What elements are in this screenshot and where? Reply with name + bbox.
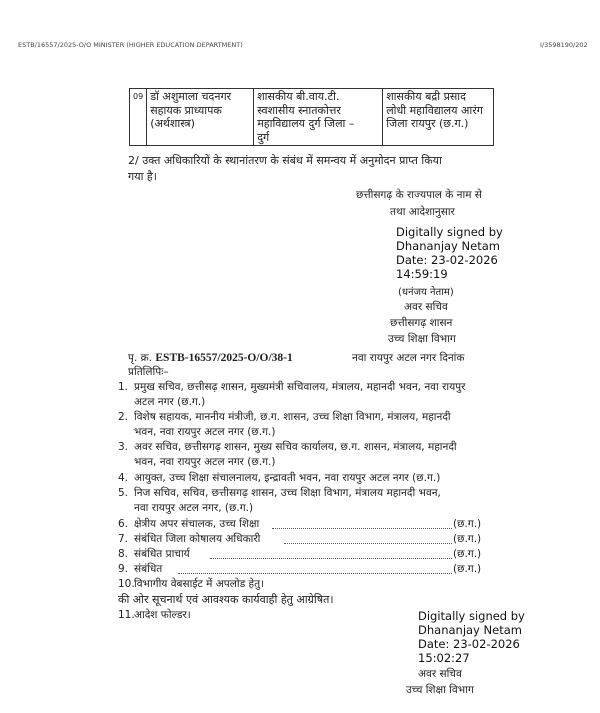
copy-item-7 xyxy=(118,532,260,546)
blank-line xyxy=(284,534,452,544)
copy-item-2-cont: भवन, नवा रायपुर अटल नगर (छ.ग.) xyxy=(134,426,276,438)
sig-time: 14:59:19 xyxy=(396,267,448,281)
cell-from xyxy=(254,89,383,146)
cell-number: 09 xyxy=(130,89,147,146)
cell-to xyxy=(383,89,494,146)
copy-label: प्रतिलिपिः– xyxy=(128,366,169,378)
copy-item-11 xyxy=(118,608,191,622)
item-number: 10. xyxy=(118,578,135,590)
reference-line xyxy=(128,351,293,365)
item-text: विशेष सहायक, माननीय मंत्रीजी, छ.ग. शासन, उच्च शिक्षा विभाग, मंत्रालय, महानदी xyxy=(134,411,451,423)
copy-item-6 xyxy=(118,517,259,531)
blank-line xyxy=(178,564,452,574)
ref-number: ESTB-16557/2025-O/O/38-1 xyxy=(155,352,293,364)
from-line: महाविद्यालय दुर्ग जिला – xyxy=(257,117,355,130)
item-text: आयुक्त, उच्च शिक्षा संचालनालय, इन्द्रावती भवन, नवा रायपुर अटल नगर (छ.ग.) xyxy=(134,472,441,484)
officer-designation: सहायक प्राध्यापक xyxy=(150,103,222,117)
signer2-dept: उच्च शिक्षा विभाग xyxy=(406,684,474,696)
copy-item-5-cont: नवा रायपुर अटल नगर, (छ.ग.) xyxy=(134,502,254,514)
item-text: निज सचिव, सचिव, छत्तीसगढ़ शासन, उच्च शिक्षा विभाग, मंत्रालय महानदी भवन, xyxy=(134,487,441,499)
item-text: संबंधित xyxy=(134,563,163,575)
item-number: 4. xyxy=(118,472,129,484)
item-suffix: (छ.ग.) xyxy=(453,533,482,545)
item-suffix: (छ.ग.) xyxy=(453,518,482,530)
cell-officer xyxy=(147,89,254,146)
copy-item-10 xyxy=(118,577,264,591)
item-text: अवर सचिव, छत्तीसगढ़ शासन, मुख्य सचिव कार्यालय, छ.ग. शासन, मंत्रालय, महानदी xyxy=(134,441,457,453)
item-number: 1. xyxy=(118,381,129,393)
sig-line: Digitally signed by xyxy=(418,609,525,623)
signer2-designation: अवर सचिव xyxy=(418,668,462,680)
item-suffix: (छ.ग.) xyxy=(453,548,482,560)
blank-line xyxy=(272,519,452,529)
copy-item-3 xyxy=(118,440,457,454)
item-text: प्रमुख सचिव, छत्तीसढ़ शासन, मुख्यमंत्री सचिवालय, मंत्रालय, महानदी भवन, नवा रायपुर xyxy=(134,381,466,393)
item-text: विभागीय वेबसाईट में अपलोड हेतु। xyxy=(134,578,265,590)
signer-designation: अवर सचिव xyxy=(404,301,448,313)
table-row xyxy=(130,89,494,146)
from-line: शासकीय बी.वाय.टी. xyxy=(257,90,340,103)
from-line: दुर्ग xyxy=(257,130,270,144)
signer-govt: छत्तीसगढ़ शासन xyxy=(390,317,453,329)
signer-name-hindi: (धनंजय नेताम) xyxy=(398,287,454,298)
sig-date: Date: 23-02-2026 xyxy=(418,637,520,651)
sig-signer: Dhananjay Netam xyxy=(396,239,500,253)
copy-item-2 xyxy=(118,410,451,424)
item-text: संबंधित प्राचार्य xyxy=(134,548,190,560)
item-number: 3. xyxy=(118,441,129,453)
to-line: शासकीय बद्री प्रसाद xyxy=(386,90,466,103)
item-suffix: (छ.ग.) xyxy=(453,563,482,575)
copy-item-3-cont: भवन, नवा रायपुर अटल नगर (छ.ग.) xyxy=(134,456,276,468)
forward-note: की ओर सूचनार्थ एवं आवश्यक कार्यवाही हेतु आग्रेषित। xyxy=(118,593,334,606)
from-line: स्वशासीय स्नातकोत्तर xyxy=(257,103,341,117)
blank-line xyxy=(210,549,452,559)
header-receipt-ref: I/3598190/202 xyxy=(540,41,588,49)
signer-dept: उच्च शिक्षा विभाग xyxy=(388,333,456,345)
copy-item-5 xyxy=(118,486,441,500)
sig-date: Date: 23-02-2026 xyxy=(396,253,498,267)
ref-place-date: नवा रायपुर अटल नगर दिनांक xyxy=(352,352,465,364)
item-number: 7. xyxy=(118,533,129,545)
ref-prefix: पृ. क्र. xyxy=(128,352,153,364)
copy-item-8 xyxy=(118,547,190,561)
digital-signature-2 xyxy=(418,609,525,665)
item-number: 11. xyxy=(118,609,135,621)
item-text: आदेश फोल्डर। xyxy=(134,609,191,621)
officer-name: डॉ अशुमाला चदनगर xyxy=(150,90,232,103)
sig-line: Digitally signed by xyxy=(396,225,503,239)
item-text: क्षेत्रीय अपर संचालक, उच्च शिक्षा xyxy=(134,518,260,530)
para2-line2: गया है। xyxy=(128,170,157,183)
header-file-ref: ESTB/16557/2025-O/O MINISTER (HIGHER EDUCATION DEPARTMENT) xyxy=(18,41,243,49)
item-text: संबंधित जिला कोषालय अधिकारी xyxy=(134,533,261,545)
item-number: 9. xyxy=(118,563,129,575)
transfer-table xyxy=(129,88,494,146)
sig-signer: Dhananjay Netam xyxy=(418,623,522,637)
copy-item-4 xyxy=(118,471,440,485)
to-line: जिला रायपुर (छ.ग.) xyxy=(386,117,469,130)
item-number: 2. xyxy=(118,411,129,423)
copy-item-1 xyxy=(118,380,465,394)
para2-line1: 2/ उक्त अधिकारियों के स्थानांतरण के संबंध में समन्वय में अनुमोदन प्राप्त किया xyxy=(128,154,442,167)
copy-item-9 xyxy=(118,562,162,576)
order-line1: छत्तीसगढ़ के राज्यपाल के नाम से xyxy=(356,189,482,201)
order-line2: तथा आदेशानुसार xyxy=(390,206,455,218)
to-line: लोधी महाविद्यालय आरंग xyxy=(386,103,483,117)
sig-time: 15:02:27 xyxy=(418,651,470,665)
item-number: 6. xyxy=(118,518,129,530)
item-number: 5. xyxy=(118,487,129,499)
digital-signature-1 xyxy=(396,225,503,281)
item-number: 8. xyxy=(118,548,129,560)
officer-subject: (अर्थशास्त्र) xyxy=(150,117,195,130)
copy-item-1-cont: अटल नगर (छ.ग.) xyxy=(134,396,206,408)
